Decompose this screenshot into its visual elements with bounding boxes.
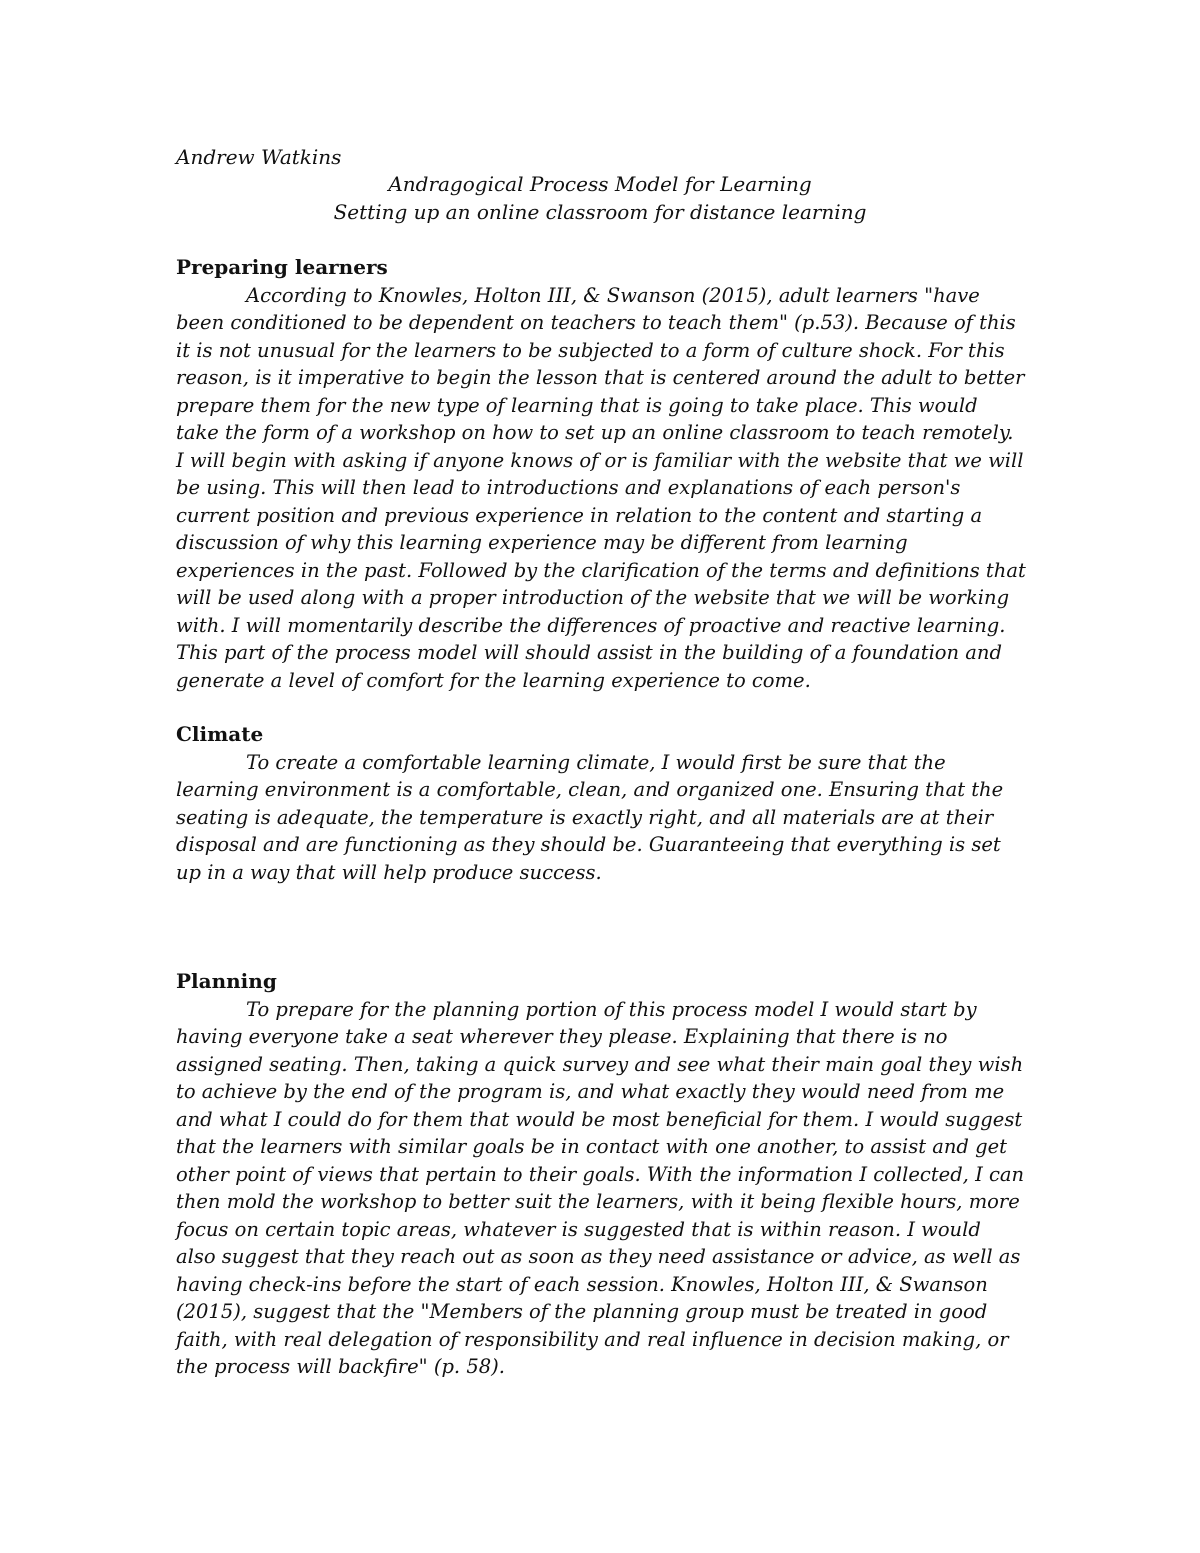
- section-body: To create a comfortable learning climate, I would first be sure that the learning environment is a comfortable, clean, and organized one. Ensuring that the seating is adequate, the temperature is exactly right, and all materials are at their disposal and are functioning as they should be. Guaranteeing that everything is set up in a way that will help produce success.: [176, 750, 1004, 884]
- section-heading: Climate: [176, 722, 264, 746]
- section-heading: Planning: [176, 969, 277, 993]
- section-planning: [176, 968, 1026, 1381]
- document-title: Andragogical Process Model for Learning: [388, 172, 812, 196]
- section-body: According to Knowles, Holton III, & Swanson (2015), adult learners "have been conditioned to be dependent on teachers to teach them" (p.53). Because of this it is not unusual for the learners to be subjected to a form of culture shock. For this reason, is it imperative to begin the lesson that is centered around the adult to better prepare them for the new type of learning that is going to take place. This would take the form of a workshop on how to set up an online classroom to teach remotely. I will begin with asking if anyone knows of or is familiar with the website that we will be using. This will then lead to introductions and explanations of each person's current position and previous experience in relation to the content and starting a discussion of why this learning experience may be different from learning experiences in the past. Followed by the clarification of the terms and definitions that will be used along with a proper introduction of the website that we will be working with. I will momentarily describe the differences of proactive and reactive learning. This part of the process model will should assist in the building of a foundation and generate a level of comfort for the learning experience to come.: [176, 283, 1026, 692]
- author-name: Andrew Watkins: [176, 145, 342, 169]
- section-climate: [176, 721, 1026, 886]
- section-body: To prepare for the planning portion of this process model I would start by having everyone take a seat wherever they please. Explaining that there is no assigned seating. Then, taking a quick survey and see what their main goal they wish to achieve by the end of the program is, and what exactly they would need from me and what I could do for them that would be most beneficial for them. I would suggest that the learners with similar goals be in contact with one another, to assist and get other point of views that pertain to their goals. With the information I collected, I can then mold the workshop to better suit the learners, with it being flexible hours, more focus on certain topic areas, whatever is suggested that is within reason. I would also suggest that they reach out as soon as they need assistance or advice, as well as having check-ins before the start of each session. Knowles, Holton III, & Swanson (2015), suggest that the "Members of the planning group must be treated in good faith, with real delegation of responsibility and real influence in decision making, or the process will backfire" (p. 58).: [176, 997, 1025, 1378]
- section-heading: Preparing learners: [176, 255, 388, 279]
- document-subtitle: Setting up an online classroom for distance learning: [333, 199, 867, 224]
- section-preparing-learners: [176, 254, 1026, 694]
- title-block: [176, 171, 1024, 226]
